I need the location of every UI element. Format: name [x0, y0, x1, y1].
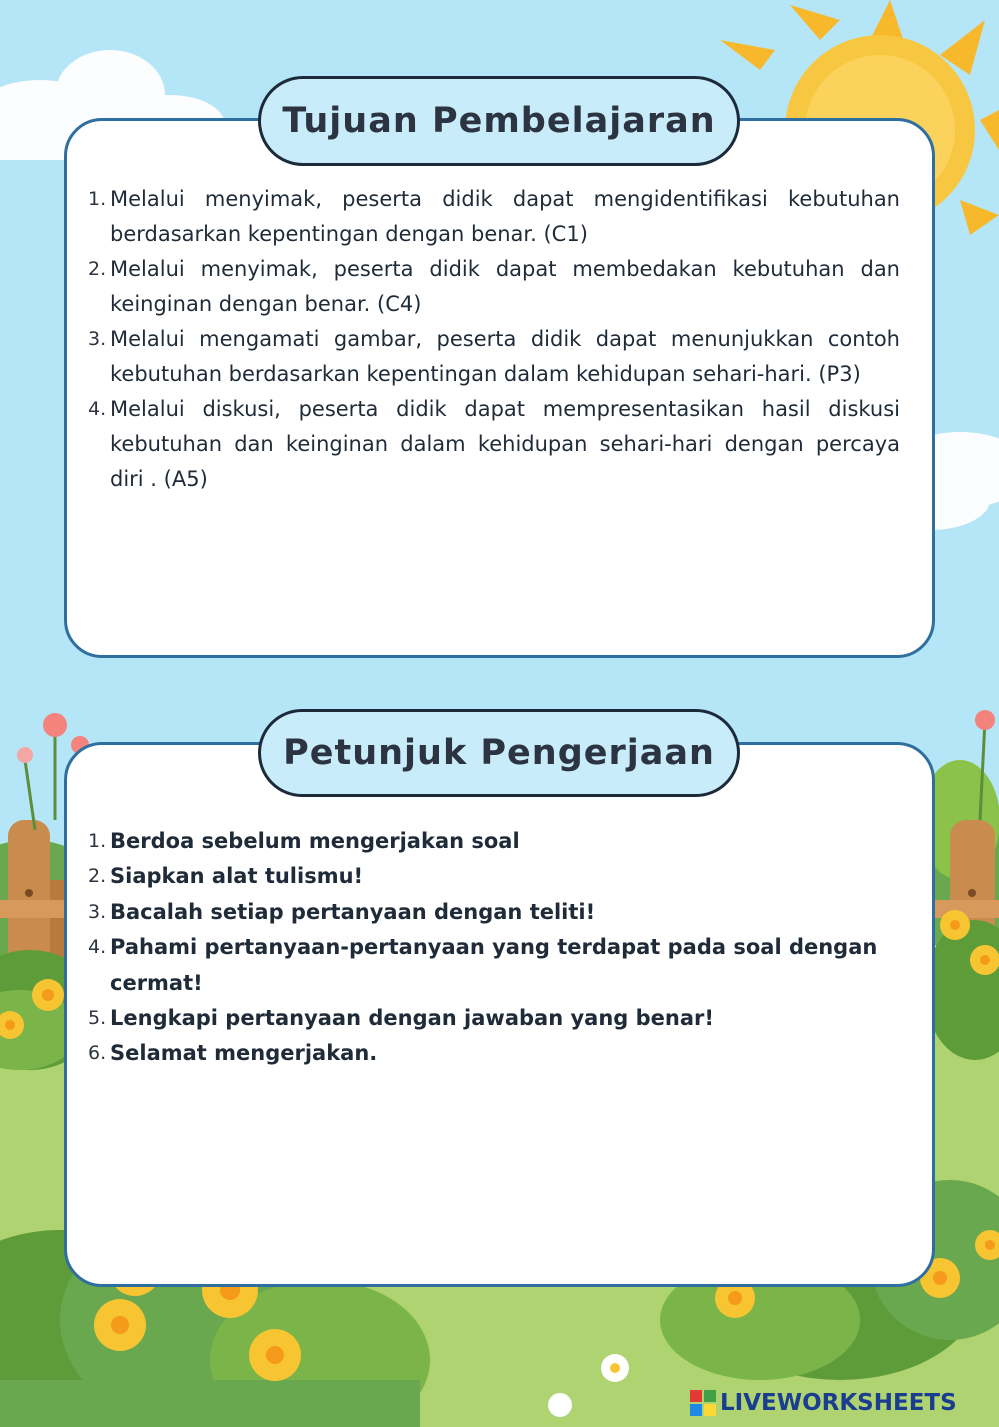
list-item [88, 1001, 908, 1036]
item-text: Melalui diskusi, peserta didik dapat mempresentasikan hasil diskusi kebutuhan dan keinginan dalam kehidupan sehari-hari dengan percaya diri . (A5) [110, 397, 900, 491]
item-text: Berdoa sebelum mengerjakan soal [110, 829, 520, 853]
item-number: 1. [88, 188, 107, 210]
item-text: Melalui menyimak, peserta didik dapat membedakan kebutuhan dan keinginan dengan benar. (C4) [110, 257, 900, 316]
watermark-text: LIVEWORKSHEETS [720, 1390, 957, 1416]
item-number: 4. [88, 398, 107, 420]
item-text: Bacalah setiap pertanyaan dengan teliti! [110, 899, 596, 924]
list-item [88, 322, 900, 392]
instructions-title: Petunjuk Pengerjaan [258, 709, 740, 797]
objectives-title: Tujuan Pembelajaran [258, 76, 740, 166]
item-text: Selamat mengerjakan. [110, 1041, 378, 1066]
item-number: 3. [88, 328, 107, 350]
objectives-list [88, 182, 900, 497]
item-number: 2. [88, 865, 107, 888]
list-item [88, 182, 900, 252]
item-number: 5. [88, 1007, 107, 1030]
item-text: Pahami pertanyaan-pertanyaan yang terdapat pada soal dengan cermat! [110, 935, 878, 995]
liveworksheets-logo[interactable] [690, 1388, 957, 1418]
list-item [88, 1036, 908, 1071]
item-number: 6. [88, 1042, 107, 1065]
list-item [88, 824, 908, 859]
item-text: Siapkan alat tulismu! [110, 864, 364, 889]
item-number: 2. [88, 258, 107, 280]
item-text: Lengkapi pertanyaan dengan jawaban yang benar! [110, 1006, 714, 1031]
item-number: 1. [88, 830, 107, 852]
liveworksheets-logo-icon [690, 1390, 716, 1416]
list-item [88, 392, 900, 497]
list-item [88, 859, 908, 894]
instructions-list [88, 824, 908, 1072]
list-item [88, 895, 908, 930]
item-text: Melalui menyimak, peserta didik dapat mengidentifikasi kebutuhan berdasarkan kepentingan dengan benar. (C1) [110, 187, 900, 246]
item-number: 4. [88, 936, 107, 959]
item-number: 3. [88, 900, 107, 923]
list-item [88, 930, 908, 1001]
list-item [88, 252, 900, 322]
item-text: Melalui mengamati gambar, peserta didik dapat menunjukkan contoh kebutuhan berdasarkan kepentingan dalam kehidupan sehari-hari. (P3) [110, 327, 900, 386]
